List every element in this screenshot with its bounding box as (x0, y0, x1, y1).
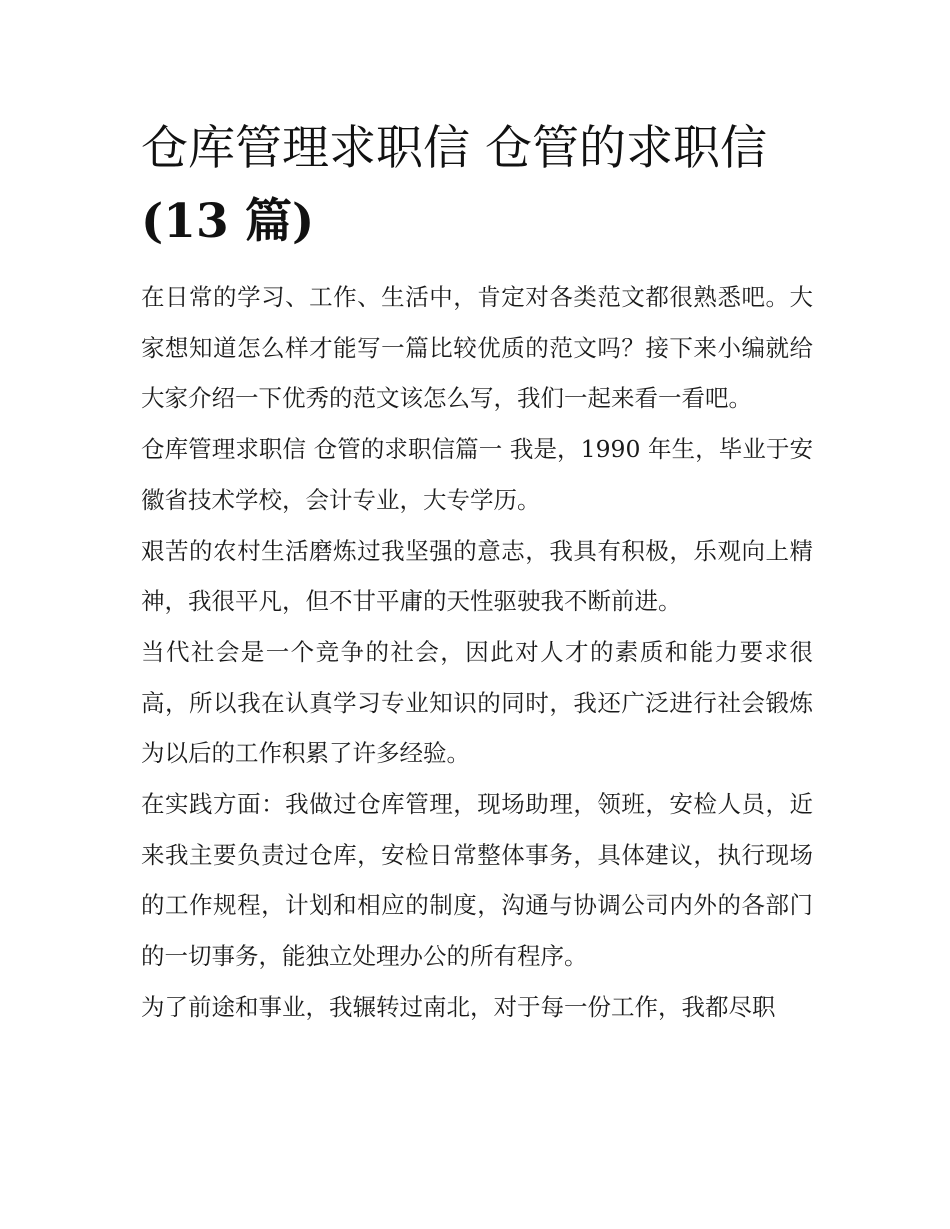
document-title (141, 112, 813, 258)
title-line-2: (13 篇) (141, 194, 315, 249)
paragraph-society: 当代社会是一个竞争的社会，因此对人才的素质和能力要求很高，所以我在认真学习专业知识的同时，我还广泛进行社会锻炼为以后的工作积累了许多经验。 (141, 637, 813, 768)
paragraph-career: 为了前途和事业，我辗转过南北，对于每一份工作，我都尽职 (141, 992, 776, 1021)
paragraph-intro: 在日常的学习、工作、生活中，肯定对各类范文都很熟悉吧。大家想知道怎么样才能写一篇比较优质的范文吗？接下来小编就给大家介绍一下优秀的范文该怎么写，我们一起来看一看吧。 (141, 283, 813, 413)
paragraph-self-intro: 仓库管理求职信 仓管的求职信篇一 我是，1990 年生，毕业于安徽省技术学校，会计专业，大专学历。 (141, 435, 813, 514)
document-body (141, 112, 813, 1033)
title-line-1: 仓库管理求职信 仓管的求职信 (141, 121, 767, 176)
paragraph-experience: 在实践方面：我做过仓库管理，现场助理，领班，安检人员，近来我主要负责过仓库，安检日常整体事务，具体建议，执行现场的工作规程，计划和相应的制度，沟通与协调公司内外的各部门的一切事务，能独立处理办公的所有程序。 (141, 790, 813, 971)
paragraph-character: 艰苦的农村生活磨炼过我坚强的意志，我具有积极，乐观向上精神，我很平凡，但不甘平庸的天性驱驶我不断前进。 (141, 536, 813, 616)
